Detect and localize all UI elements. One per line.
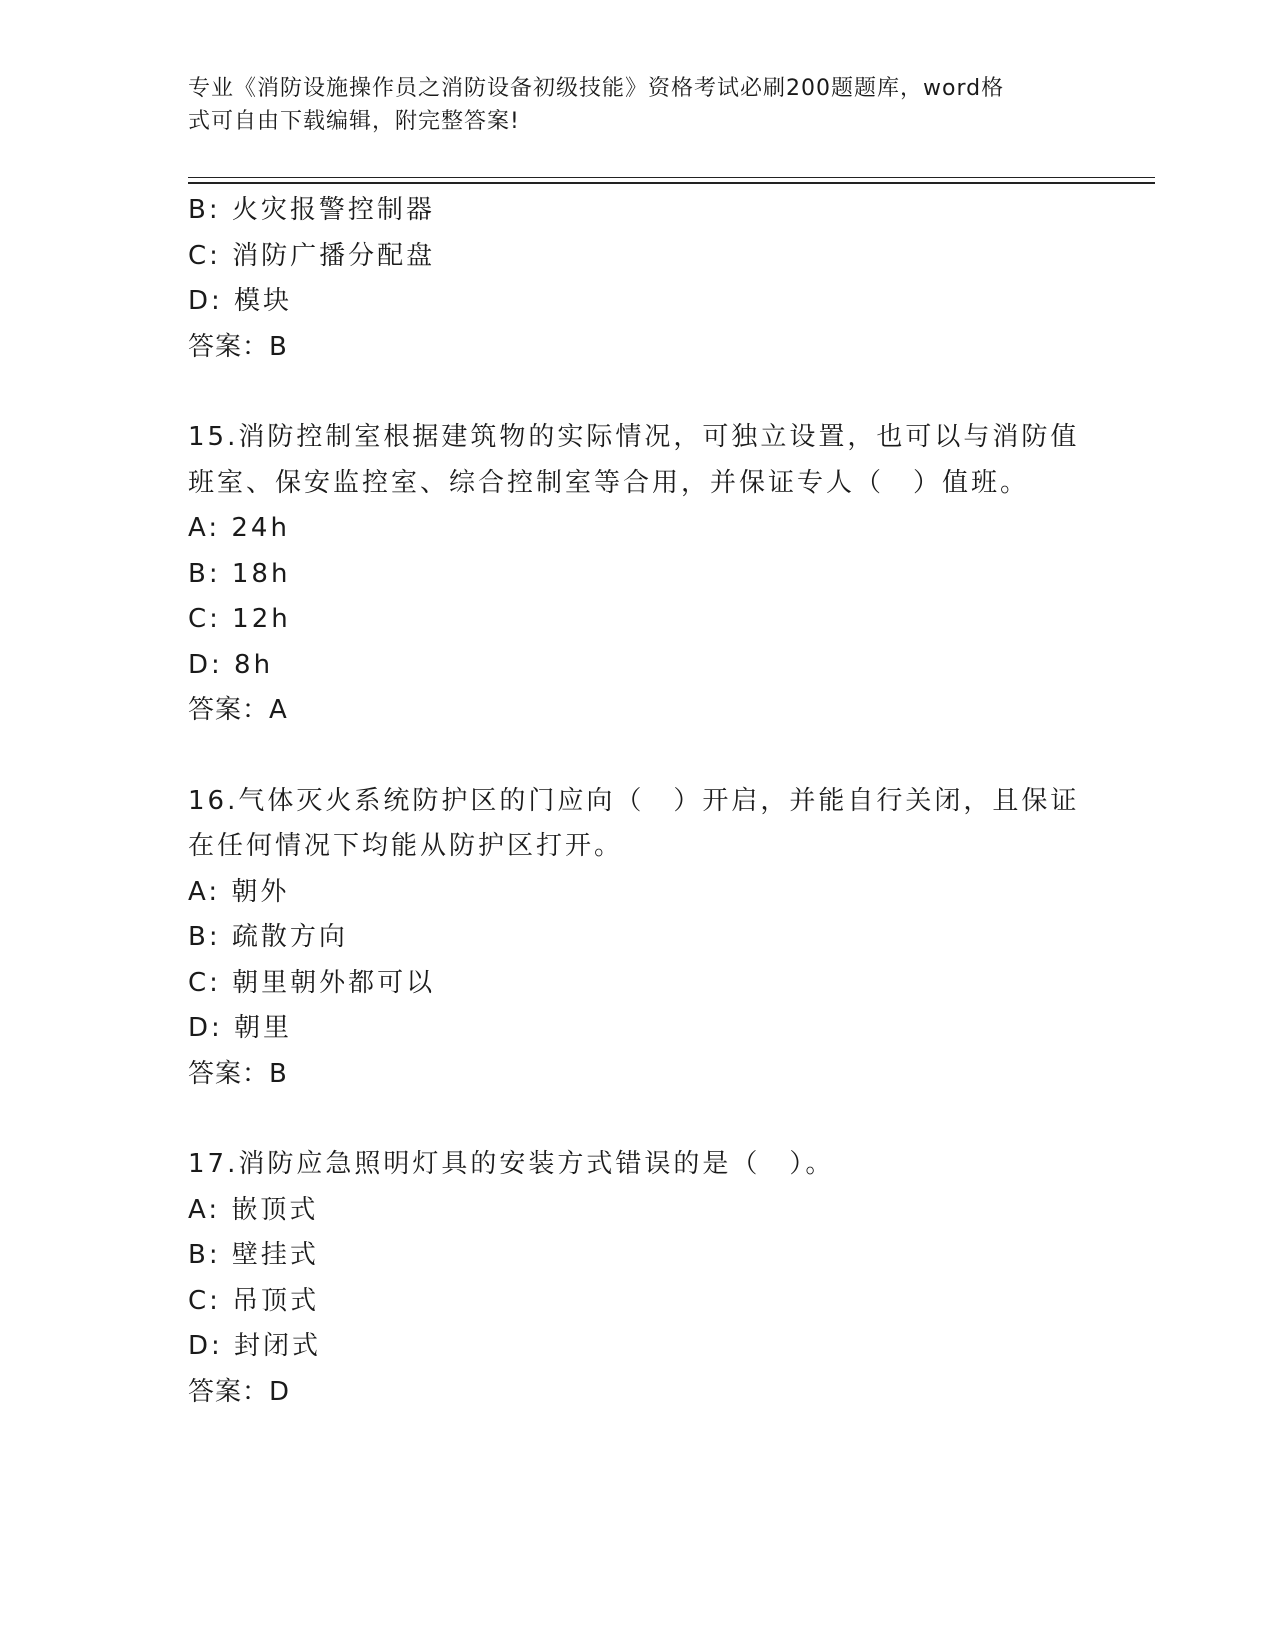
- answer: 答案：D: [188, 1376, 291, 1407]
- option-a: A: 朝外: [188, 876, 290, 907]
- document-header: [188, 72, 1068, 138]
- question-17: [188, 1142, 1088, 1415]
- question-text-line: 17.消防应急照明灯具的安装方式错误的是（ ）。: [188, 1149, 835, 1179]
- option-a: A: 嵌顶式: [188, 1194, 319, 1225]
- answer: 答案：A: [188, 695, 288, 725]
- question-15: [188, 415, 1088, 734]
- answer: 答案：B: [188, 1058, 288, 1089]
- option-c: C: 消防广播分配盘: [188, 240, 436, 271]
- option-c: C: 12h: [188, 604, 291, 634]
- option-c: C: 朝里朝外都可以: [188, 967, 436, 998]
- question-16: [188, 779, 1088, 1098]
- option-b: B: 壁挂式: [188, 1240, 319, 1270]
- option-a: A: 24h: [188, 513, 290, 543]
- option-b: B: 火灾报警控制器: [188, 195, 435, 225]
- question-text-line: 16.气体灭火系统防护区的门应向（ ）开启，并能自行关闭，且保证: [188, 785, 1080, 816]
- question-text-line: 15.消防控制室根据建筑物的实际情况，可独立设置，也可以与消防值: [188, 422, 1080, 452]
- question-text-line: 班室、保安监控室、综合控制室等合用，并保证专人（ ）值班。: [188, 467, 1030, 498]
- header-line-2: 式可自由下载编辑，附完整答案!: [188, 109, 520, 134]
- option-d: D: 封闭式: [188, 1331, 322, 1361]
- option-d: D: 朝里: [188, 1013, 293, 1043]
- option-d: D: 模块: [188, 286, 293, 316]
- question-text-line: 在任何情况下均能从防护区打开。: [188, 831, 624, 861]
- option-b: B: 18h: [188, 558, 291, 589]
- option-c: C: 吊顶式: [188, 1285, 320, 1316]
- header-rule-thin: [188, 177, 1155, 178]
- option-d: D: 8h: [188, 649, 274, 680]
- header-rule-thick: [188, 182, 1155, 184]
- carryover-question: [188, 188, 1088, 370]
- answer: 答案：B: [188, 331, 288, 362]
- header-line-1: 专业《消防设施操作员之消防设备初级技能》资格考试必刷200题题库，word格: [188, 76, 1005, 101]
- option-b: B: 疏散方向: [188, 922, 348, 952]
- document-body: [188, 188, 1088, 1415]
